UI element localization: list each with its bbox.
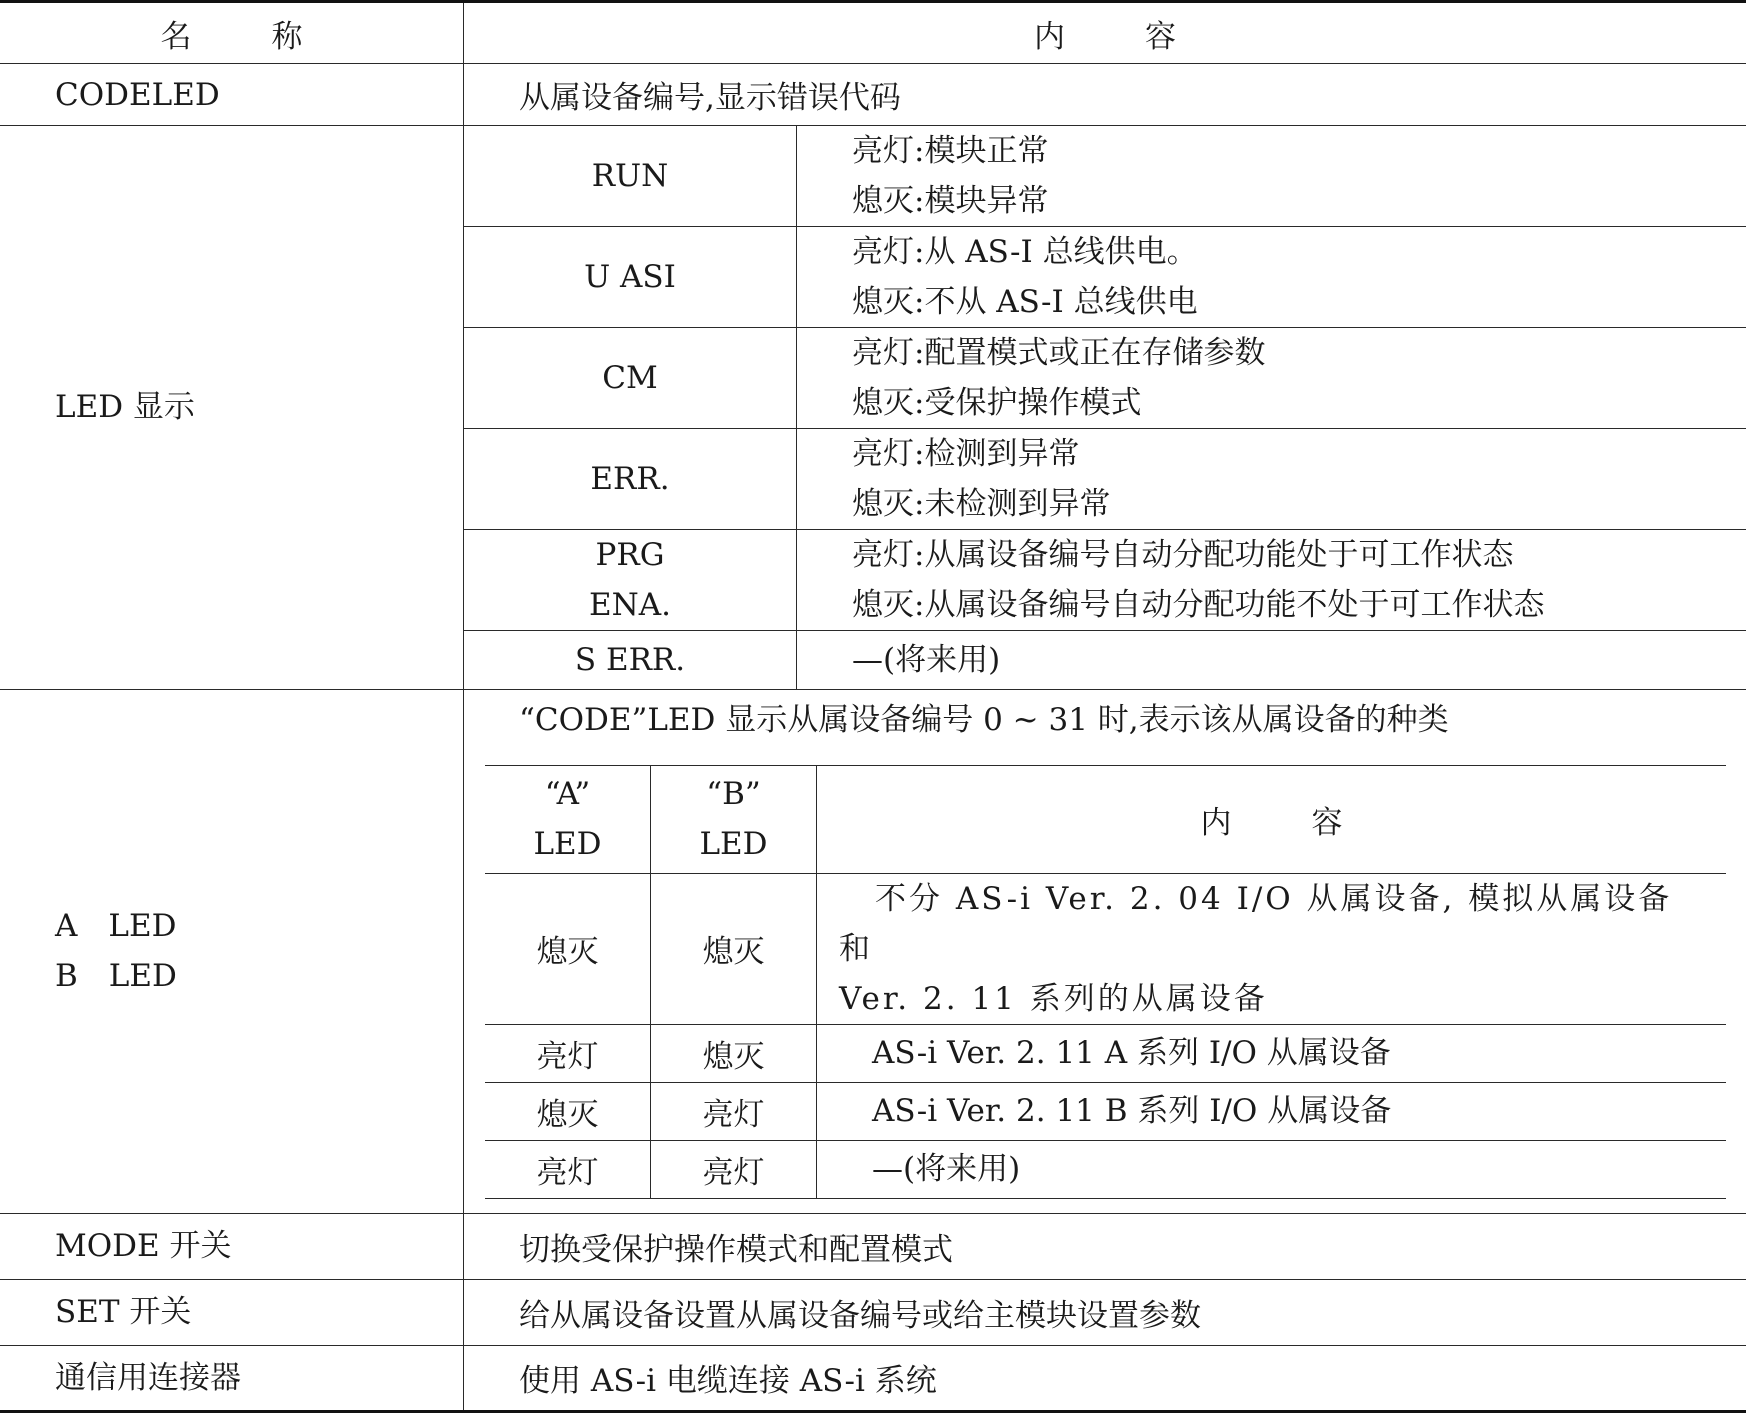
ab-led-intro: “CODE”LED 显示从属设备编号 0 ~ 31 时,表示该从属设备的种类 <box>485 690 1726 765</box>
ab-header-b-bottom: LED <box>651 819 816 869</box>
ab-led-name <box>0 689 464 1213</box>
led-description <box>797 429 1746 530</box>
header-content <box>464 2 1746 64</box>
set-switch-name: SET 开关 <box>0 1279 464 1345</box>
led-signal <box>464 429 797 530</box>
led-off-text: 熄灭:模块异常 <box>852 176 1746 226</box>
led-row-uasi <box>464 227 1746 328</box>
led-signal-label-2: ENA. <box>464 580 796 630</box>
ab-cell-a: 亮灯 <box>485 1024 651 1082</box>
led-row-prg-ena <box>464 530 1746 631</box>
row-ab-led <box>0 689 1746 1213</box>
led-signal-label: CM <box>602 360 657 396</box>
led-row-cm <box>464 328 1746 429</box>
led-row-err <box>464 429 1746 530</box>
mode-switch-name: MODE 开关 <box>0 1213 464 1279</box>
set-switch-content: 给从属设备设置从属设备编号或给主模块设置参数 <box>464 1279 1746 1345</box>
row-connector <box>0 1345 1746 1411</box>
ab-cell-b: 熄灭 <box>651 873 817 1024</box>
led-on-text: 亮灯:配置模式或正在存储参数 <box>852 328 1746 378</box>
ab-header-b-top: “B” <box>651 769 816 819</box>
led-display-content <box>464 126 1746 690</box>
ab-cell-b: 亮灯 <box>651 1140 817 1198</box>
ab-cell-content: AS-i Ver. 2. 11 B 系列 I/O 从属设备 <box>817 1082 1727 1140</box>
ab-header-a <box>485 765 651 873</box>
ab-cell-b: 亮灯 <box>651 1082 817 1140</box>
ab-header-content <box>817 765 1727 873</box>
ab-header-a-bottom: LED <box>485 819 650 869</box>
ab-table-row <box>485 1024 1726 1082</box>
b-led-label: B LED <box>55 951 463 1001</box>
led-row-serr <box>464 631 1746 689</box>
led-row-run <box>464 126 1746 227</box>
led-signal <box>464 227 797 328</box>
led-off-text: 熄灭:从属设备编号自动分配功能不处于可工作状态 <box>852 580 1746 630</box>
led-off-text: 熄灭:受保护操作模式 <box>852 378 1746 428</box>
led-signal <box>464 631 797 689</box>
led-off-text: 熄灭:未检测到异常 <box>852 479 1746 529</box>
ab-cell-a: 亮灯 <box>485 1140 651 1198</box>
led-description <box>797 530 1746 631</box>
led-signal <box>464 328 797 429</box>
row-set-switch <box>0 1279 1746 1345</box>
ab-table-header <box>485 765 1726 873</box>
ab-header-a-top: “A” <box>485 769 650 819</box>
led-off-text: 熄灭:不从 AS-I 总线供电 <box>852 277 1746 327</box>
led-on-text: —(将来用) <box>852 635 1746 685</box>
ab-table-row <box>485 1140 1726 1198</box>
led-signal <box>464 126 797 227</box>
ab-table-row <box>485 873 1726 1024</box>
led-description <box>797 328 1746 429</box>
ab-cell-a: 熄灭 <box>485 1082 651 1140</box>
led-display-name: LED 显示 <box>0 126 464 690</box>
header-name-char-2: 称 <box>272 19 303 55</box>
led-signal-label: ERR. <box>590 461 669 497</box>
codeled-name: CODELED <box>0 64 464 126</box>
led-signal-label: U ASI <box>584 259 676 295</box>
led-signal-label: PRG <box>464 530 796 580</box>
ab-cell-content: —(将来用) <box>817 1140 1727 1198</box>
ab-header-b <box>651 765 817 873</box>
led-description <box>797 227 1746 328</box>
ab-cell-b: 熄灭 <box>651 1024 817 1082</box>
ab-led-table <box>485 765 1726 1199</box>
led-signal <box>464 530 797 631</box>
ab-cell-content: AS-i Ver. 2. 11 A 系列 I/O 从属设备 <box>817 1024 1727 1082</box>
led-signal-label: RUN <box>592 158 669 194</box>
connector-content: 使用 AS-i 电缆连接 AS-i 系统 <box>464 1345 1746 1411</box>
header-content-char-2: 容 <box>1145 19 1176 55</box>
led-subtable <box>464 126 1746 689</box>
led-description <box>797 631 1746 689</box>
row-mode-switch <box>0 1213 1746 1279</box>
led-on-text: 亮灯:模块正常 <box>852 126 1746 176</box>
ab-cell-content-line-1: 不分 AS-i Ver. 2. 04 I/O 从属设备, 模拟从属设备和 <box>839 874 1706 974</box>
ab-cell-a: 熄灭 <box>485 873 651 1024</box>
row-led-display <box>0 126 1746 690</box>
a-led-label: A LED <box>55 901 463 951</box>
ab-cell-content-line-2: Ver. 2. 11 系列的从属设备 <box>839 974 1706 1024</box>
led-on-text: 亮灯:检测到异常 <box>852 429 1746 479</box>
connector-name: 通信用连接器 <box>0 1345 464 1411</box>
row-codeled <box>0 64 1746 126</box>
ab-cell-content <box>817 873 1727 1024</box>
header-name-char-1: 名 <box>161 19 192 55</box>
codeled-content: 从属设备编号,显示错误代码 <box>464 64 1746 126</box>
led-on-text: 亮灯:从 AS-I 总线供电。 <box>852 227 1746 277</box>
led-signal-label: S ERR. <box>575 642 685 678</box>
ab-header-content-char-2: 容 <box>1312 805 1343 841</box>
ab-table-row <box>485 1082 1726 1140</box>
led-on-text: 亮灯:从属设备编号自动分配功能处于可工作状态 <box>852 530 1746 580</box>
header-row <box>0 2 1746 64</box>
led-description <box>797 126 1746 227</box>
ab-led-content <box>464 689 1746 1213</box>
ab-led-wrapper <box>464 690 1746 1213</box>
ab-header-content-char-1: 内 <box>1201 805 1232 841</box>
mode-switch-content: 切换受保护操作模式和配置模式 <box>464 1213 1746 1279</box>
header-name <box>0 2 464 64</box>
header-content-char-1: 内 <box>1034 19 1065 55</box>
